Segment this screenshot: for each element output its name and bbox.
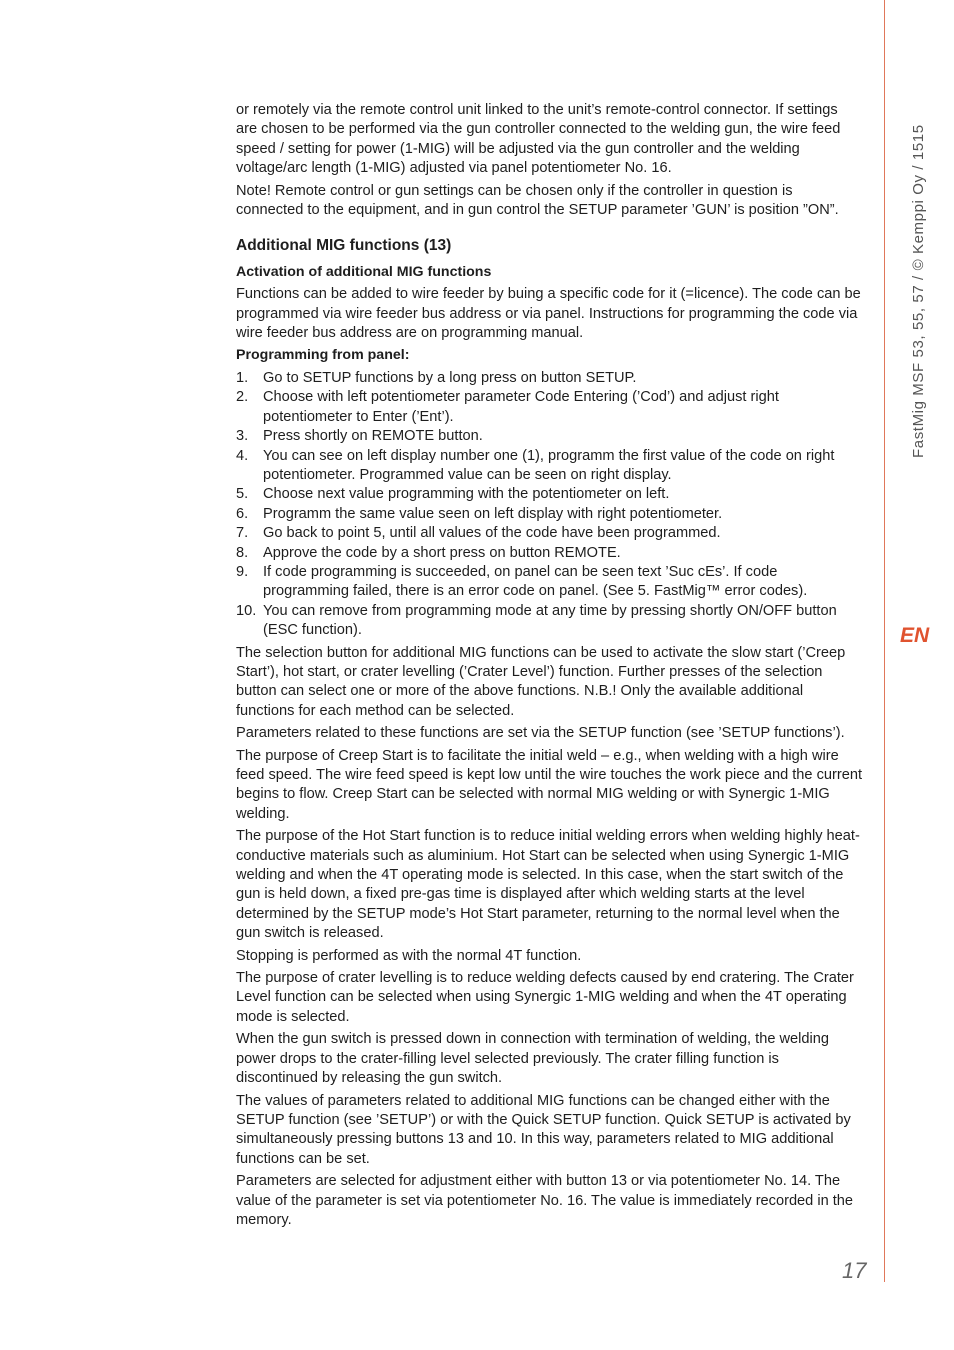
programming-steps [236,369,862,641]
main-content [236,101,862,1233]
step-number: 10. [236,602,257,619]
section-heading: Additional MIG functions (13) [236,237,452,255]
step-number: 1. [236,369,249,386]
step-item [236,427,862,446]
step-item [236,524,862,543]
body-paragraph: The purpose of the Hot Start function is to reduce initial welding errors when welding highly heat-conductive materials such as aluminium. Hot Start can be selected when using Synergic 1-MIG welding and when the 4T operating mode is selected. In this case, when the start switch of the gun is held down, a fixed pre-gas time is displayed after which welding starts at the level determined by the SETUP mode’s Hot Start parameter, returning to the normal level when the gun switch is released. [236,828,860,942]
page-number: 17 [842,1258,867,1283]
intro-note: Note! Remote control or gun settings can be chosen only if the controller in question is connected to the equipment, and in gun control the SETUP parameter ’GUN’ is position ”ON”. [236,182,839,219]
step-text: Approve the code by a short press on button REMOTE. [263,544,621,561]
step-item [236,447,862,486]
step-number: 7. [236,525,249,542]
step-text: Go back to point 5, until all values of the code have been programmed. [263,525,721,542]
body-paragraph: Parameters related to these functions are set via the SETUP function (see ’SETUP functions’). [236,725,845,742]
step-text: Press shortly on REMOTE button. [263,428,483,445]
body-paragraph: Parameters are selected for adjustment either with button 13 or via potentiometer No. 14. The value of the parameter is set via potentiometer No. 16. The value is immediately recorded in the memory. [236,1173,854,1228]
step-item [236,505,862,524]
step-number: 4. [236,447,249,464]
body-paragraph: Stopping is performed as with the normal 4T function. [236,947,582,964]
activation-text: Functions can be added to wire feeder by buing a specific code for it (=licence). The code can be programmed via wire feeder bus address or via panel. Instructions for programming the code via wire feeder bus address are on programming manual. [236,286,861,342]
language-tab: EN [900,624,930,647]
step-item [236,369,862,388]
intro-paragraph: or remotely via the remote control unit linked to the unit’s remote-control connector. If settings are chosen to be performed via the gun controller connected to the welding gun, the wire feed speed / setting for power (1-MIG) will be adjusted via the gun controller and the welding voltage/arc length (1-MIG) adjusted via panel potentiometer No. 16. [236,102,841,177]
body-paragraph: The selection button for additional MIG functions can be used to activate the slow start (’Creep Start’), hot start, or crater levelling (’Crater Level’) function. Further presses of the selection button can select one or more of the above functions. N.B.! Only the available additional functions for each method can be selected. [236,644,846,719]
step-item [236,388,862,427]
step-text: Choose with left potentiometer parameter Code Entering (’Cod’) and adjust right potentiometer to Enter (’Ent’). [263,389,779,425]
step-item [236,563,862,602]
body-paragraph: When the gun switch is pressed down in connection with termination of welding, the welding power drops to the crater-filling level selected previously. The crater filling function is discontinued by releasing the gun switch. [236,1031,829,1087]
programming-heading: Programming from panel: [236,347,410,364]
activation-heading: Activation of additional MIG functions [236,263,492,280]
step-number: 3. [236,428,249,445]
step-number: 9. [236,563,249,580]
body-paragraph: The purpose of Creep Start is to facilitate the initial weld – e.g., when welding with a high wire feed speed. The wire feed speed is kept low until the wire touches the work piece and the current begins to flow. Creep Start can be selected with normal MIG welding or with Synergic 1-MIG welding. [236,747,863,822]
step-number: 5. [236,486,249,503]
step-item [236,544,862,563]
step-item [236,485,862,504]
step-text: Go to SETUP functions by a long press on button SETUP. [263,369,637,386]
step-number: 8. [236,544,249,561]
margin-rule [884,0,885,1282]
step-text: Programm the same value seen on left display with right potentiometer. [263,505,723,522]
step-text: If code programming is succeeded, on panel can be seen text ’Suc cEs’. If code programming failed, there is an error code on panel. (See 5. FastMig™ error codes). [263,563,808,600]
step-text: Choose next value programming with the potentiometer on left. [263,486,670,503]
step-item [236,602,862,641]
step-number: 6. [236,505,249,522]
step-text: You can see on left display number one (1), programm the first value of the code on right potentiometer. Programmed value can be seen on right display. [263,447,835,483]
step-text: You can remove from programming mode at any time by pressing shortly ON/OFF button (ESC function). [263,602,837,639]
step-number: 2. [236,389,249,406]
body-paragraph: The purpose of crater levelling is to reduce welding defects caused by end cratering. The Crater Level function can be selected when using Synergic 1-MIG welding and when the 4T operating mode is selected. [236,970,854,1025]
side-running-title: FastMig MSF 53, 55, 57 / © Kemppi Oy / 1515 [910,124,927,458]
body-paragraph: The values of parameters related to additional MIG functions can be changed either with the SETUP function (see ’SETUP’) or with the Quick SETUP function. Quick SETUP is activated by simultaneously pressing buttons 13 and 10. In this way, parameters related to MIG additional functions can be set. [236,1092,851,1167]
